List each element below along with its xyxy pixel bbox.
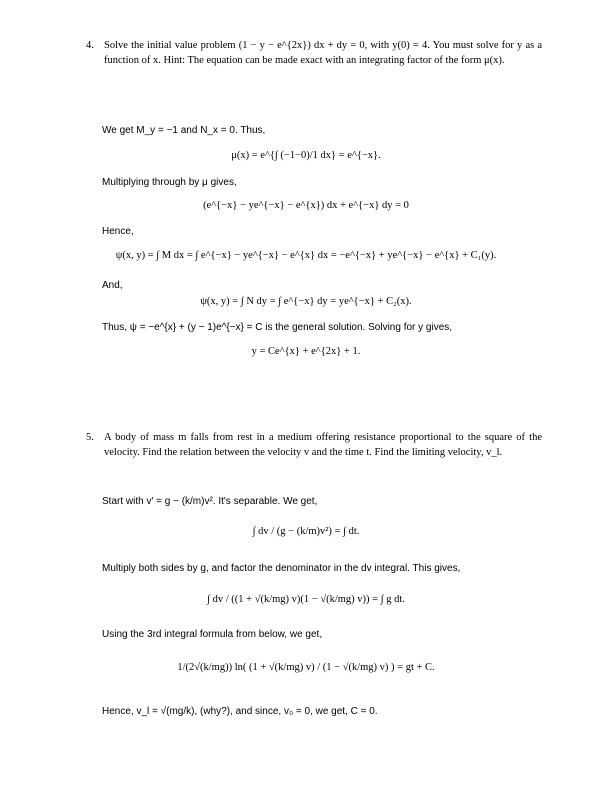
equation-integral-1: ∫ dv / (g − (k/m)v²) = ∫ dt. xyxy=(252,526,360,537)
equation-multiplied: (e^{−x} − ye^{−x} − e^{x}) dx + e^{−x} dy = 0 xyxy=(203,200,409,211)
problem-4-statement xyxy=(86,38,542,68)
problem-5-statement xyxy=(86,430,542,460)
problem-4-solution-line-3: Hence, xyxy=(102,226,134,237)
problem-5-number: 5. xyxy=(86,432,94,443)
problem-5-solution-line-2: Multiply both sides by g, and factor the denominator in the dv integral. This gives, xyxy=(102,563,461,574)
problem-4-solution-line-1: We get M_y = −1 and N_x = 0. Thus, xyxy=(102,125,266,136)
equation-y-solution: y = Ce^{x} + e^{2x} + 1. xyxy=(251,346,361,357)
equation-mu: μ(x) = e^{∫ (−1−0)/1 dx} = e^{−x}. xyxy=(231,150,381,161)
equation-psi-dx: ψ(x, y) = ∫ M dx = ∫ e^{−x} − ye^{−x} − e^{x} dx = −e^{−x} + ye^{−x} − e^{x} + C₁(y). xyxy=(115,250,497,261)
problem-4-solution-line-4: And, xyxy=(102,280,123,291)
equation-psi-dy: ψ(x, y) = ∫ N dy = ∫ e^{−x} dy = ye^{−x} + C₂(x). xyxy=(200,296,412,307)
problem-5-solution-line-3: Using the 3rd integral formula from below, we get, xyxy=(102,629,323,640)
problem-4-number: 4. xyxy=(86,40,94,51)
problem-4-solution-line-5: Thus, ψ = −e^{x} + (y − 1)e^{−x} = C is the general solution. Solving for y gives, xyxy=(102,322,453,333)
problem-5-solution-line-1: Start with v′ = g − (k/m)v². It's separable. We get, xyxy=(102,496,318,507)
equation-ln: 1/(2√(k/mg)) ln( (1 + √(k/mg) v) / (1 − √(k/mg) v) ) = gt + C. xyxy=(177,662,435,673)
problem-5-solution-line-4: Hence, v_l = √(mg/k), (why?), and since, v₀ = 0, we get, C = 0. xyxy=(102,706,378,717)
equation-integral-2: ∫ dv / ((1 + √(k/mg) v)(1 − √(k/mg) v)) = ∫ g dt. xyxy=(207,594,405,605)
problem-5-text: A body of mass m falls from rest in a medium offering resistance proportional to the square of the velocity. Find the relation between the velocity v and the time t. Find the limiting velocity, v_l. xyxy=(104,432,542,458)
problem-4-solution-line-2: Multiplying through by μ gives, xyxy=(102,177,237,188)
problem-4-text: Solve the initial value problem (1 − y − e^{2x}) dx + dy = 0, with y(0) = 4. You must solve for y as a function of x. Hint: The equation can be made exact with an integrating factor of the form μ(x). xyxy=(104,40,542,66)
